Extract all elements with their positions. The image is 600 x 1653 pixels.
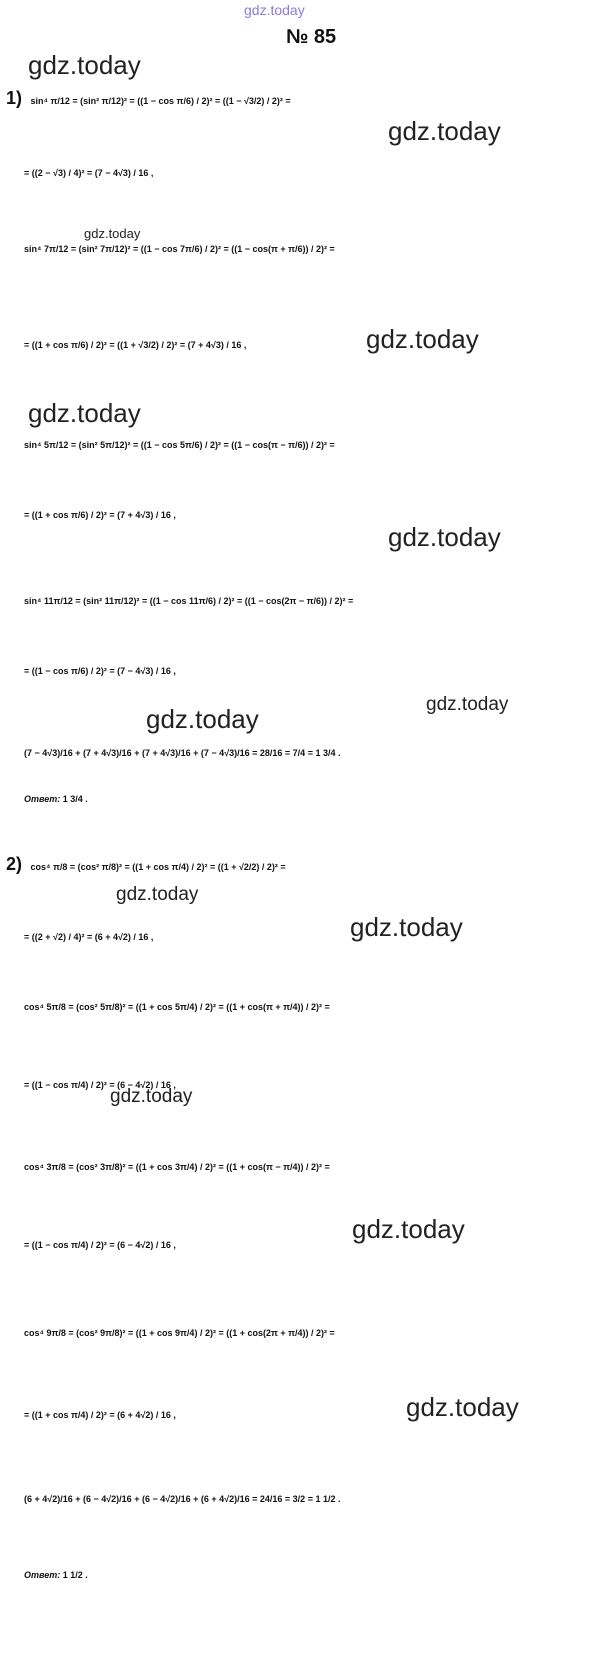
watermark: gdz.today bbox=[352, 1214, 465, 1244]
equation-line: = ((1 − cos π/4) / 2)² = (6 − 4√2) / 16 , bbox=[24, 1080, 176, 1090]
equation-line: sin⁴ 7π/12 = (sin² 7π/12)² = ((1 − cos 7π/6) / 2)² = ((1 − cos(π + π/6)) / 2)² = bbox=[24, 244, 335, 254]
answer-value: 1 3/4 . bbox=[62, 794, 88, 804]
equation-line: = ((2 − √3) / 4)² = (7 − 4√3) / 16 , bbox=[24, 168, 154, 178]
answer-line bbox=[24, 794, 600, 804]
watermark: gdz.today bbox=[426, 694, 509, 715]
sum-line: (6 + 4√2)/16 + (6 − 4√2)/16 + (6 − 4√2)/16 + (6 + 4√2)/16 = 24/16 = 3/2 = 1 1/2 . bbox=[24, 1494, 341, 1504]
watermark: gdz.today bbox=[388, 116, 501, 146]
watermark: gdz.today bbox=[146, 704, 259, 734]
watermark: gdz.today bbox=[366, 324, 479, 354]
watermark: gdz.today bbox=[28, 398, 141, 428]
part-label: 2) bbox=[6, 854, 23, 874]
equation-line: = ((1 − cos π/6) / 2)² = (7 − 4√3) / 16 , bbox=[24, 666, 176, 676]
equation-line: = ((1 + cos π/6) / 2)² = (7 + 4√3) / 16 , bbox=[24, 510, 176, 520]
watermark: gdz.today bbox=[116, 884, 199, 905]
equation-line: cos⁴ 3π/8 = (cos² 3π/8)² = ((1 + cos 3π/4) / 2)² = ((1 + cos(π − π/4)) / 2)² = bbox=[24, 1162, 330, 1172]
watermark: gdz.today bbox=[84, 226, 141, 241]
watermark: gdz.today bbox=[350, 912, 463, 942]
watermark: gdz.today bbox=[28, 50, 141, 80]
answer-label: Ответ: bbox=[24, 794, 61, 804]
equation-line: cos⁴ 5π/8 = (cos² 5π/8)² = ((1 + cos 5π/4) / 2)² = ((1 + cos(π + π/4)) / 2)² = bbox=[24, 1002, 330, 1012]
equation-line: sin⁴ 5π/12 = (sin² 5π/12)² = ((1 − cos 5π/6) / 2)² = ((1 − cos(π − π/6)) / 2)² = bbox=[24, 440, 335, 450]
equation-line: = ((2 + √2) / 4)² = (6 + 4√2) / 16 , bbox=[24, 932, 154, 942]
equation-line: cos⁴ 9π/8 = (cos² 9π/8)² = ((1 + cos 9π/4) / 2)² = ((1 + cos(2π + π/4)) / 2)² = bbox=[24, 1328, 335, 1338]
watermark-top: gdz.today bbox=[244, 2, 305, 18]
equation-line: = ((1 − cos π/4) / 2)² = (6 − 4√2) / 16 , bbox=[24, 1240, 176, 1250]
part-label: 1) bbox=[6, 88, 23, 108]
watermark: gdz.today bbox=[406, 1392, 519, 1422]
equation-line bbox=[0, 88, 600, 109]
sum-line: (7 − 4√3)/16 + (7 + 4√3)/16 + (7 + 4√3)/16 + (7 − 4√3)/16 = 28/16 = 7/4 = 1 3/4 . bbox=[24, 748, 341, 758]
problem-number: № 85 bbox=[286, 26, 337, 48]
equation-text: sin⁴ π/12 = (sin² π/12)² = ((1 − cos π/6) / 2)² = ((1 − √3/2) / 2)² = bbox=[30, 96, 291, 106]
equation-text: cos⁴ π/8 = (cos² π/8)² = ((1 + cos π/4) / 2)² = ((1 + √2/2) / 2)² = bbox=[30, 862, 286, 872]
watermark: gdz.today bbox=[110, 1086, 193, 1107]
answer-label: Ответ: bbox=[24, 1570, 61, 1580]
equation-line bbox=[0, 854, 600, 875]
answer-line bbox=[24, 1570, 600, 1580]
equation-line: = ((1 + cos π/4) / 2)² = (6 + 4√2) / 16 , bbox=[24, 1410, 176, 1420]
answer-value: 1 1/2 . bbox=[62, 1570, 88, 1580]
equation-line: sin⁴ 11π/12 = (sin² 11π/12)² = ((1 − cos 11π/6) / 2)² = ((1 − cos(2π − π/6)) / 2)² = bbox=[24, 596, 354, 606]
equation-line: = ((1 + cos π/6) / 2)² = ((1 + √3/2) / 2)² = (7 + 4√3) / 16 , bbox=[24, 340, 247, 350]
watermark: gdz.today bbox=[388, 522, 501, 552]
